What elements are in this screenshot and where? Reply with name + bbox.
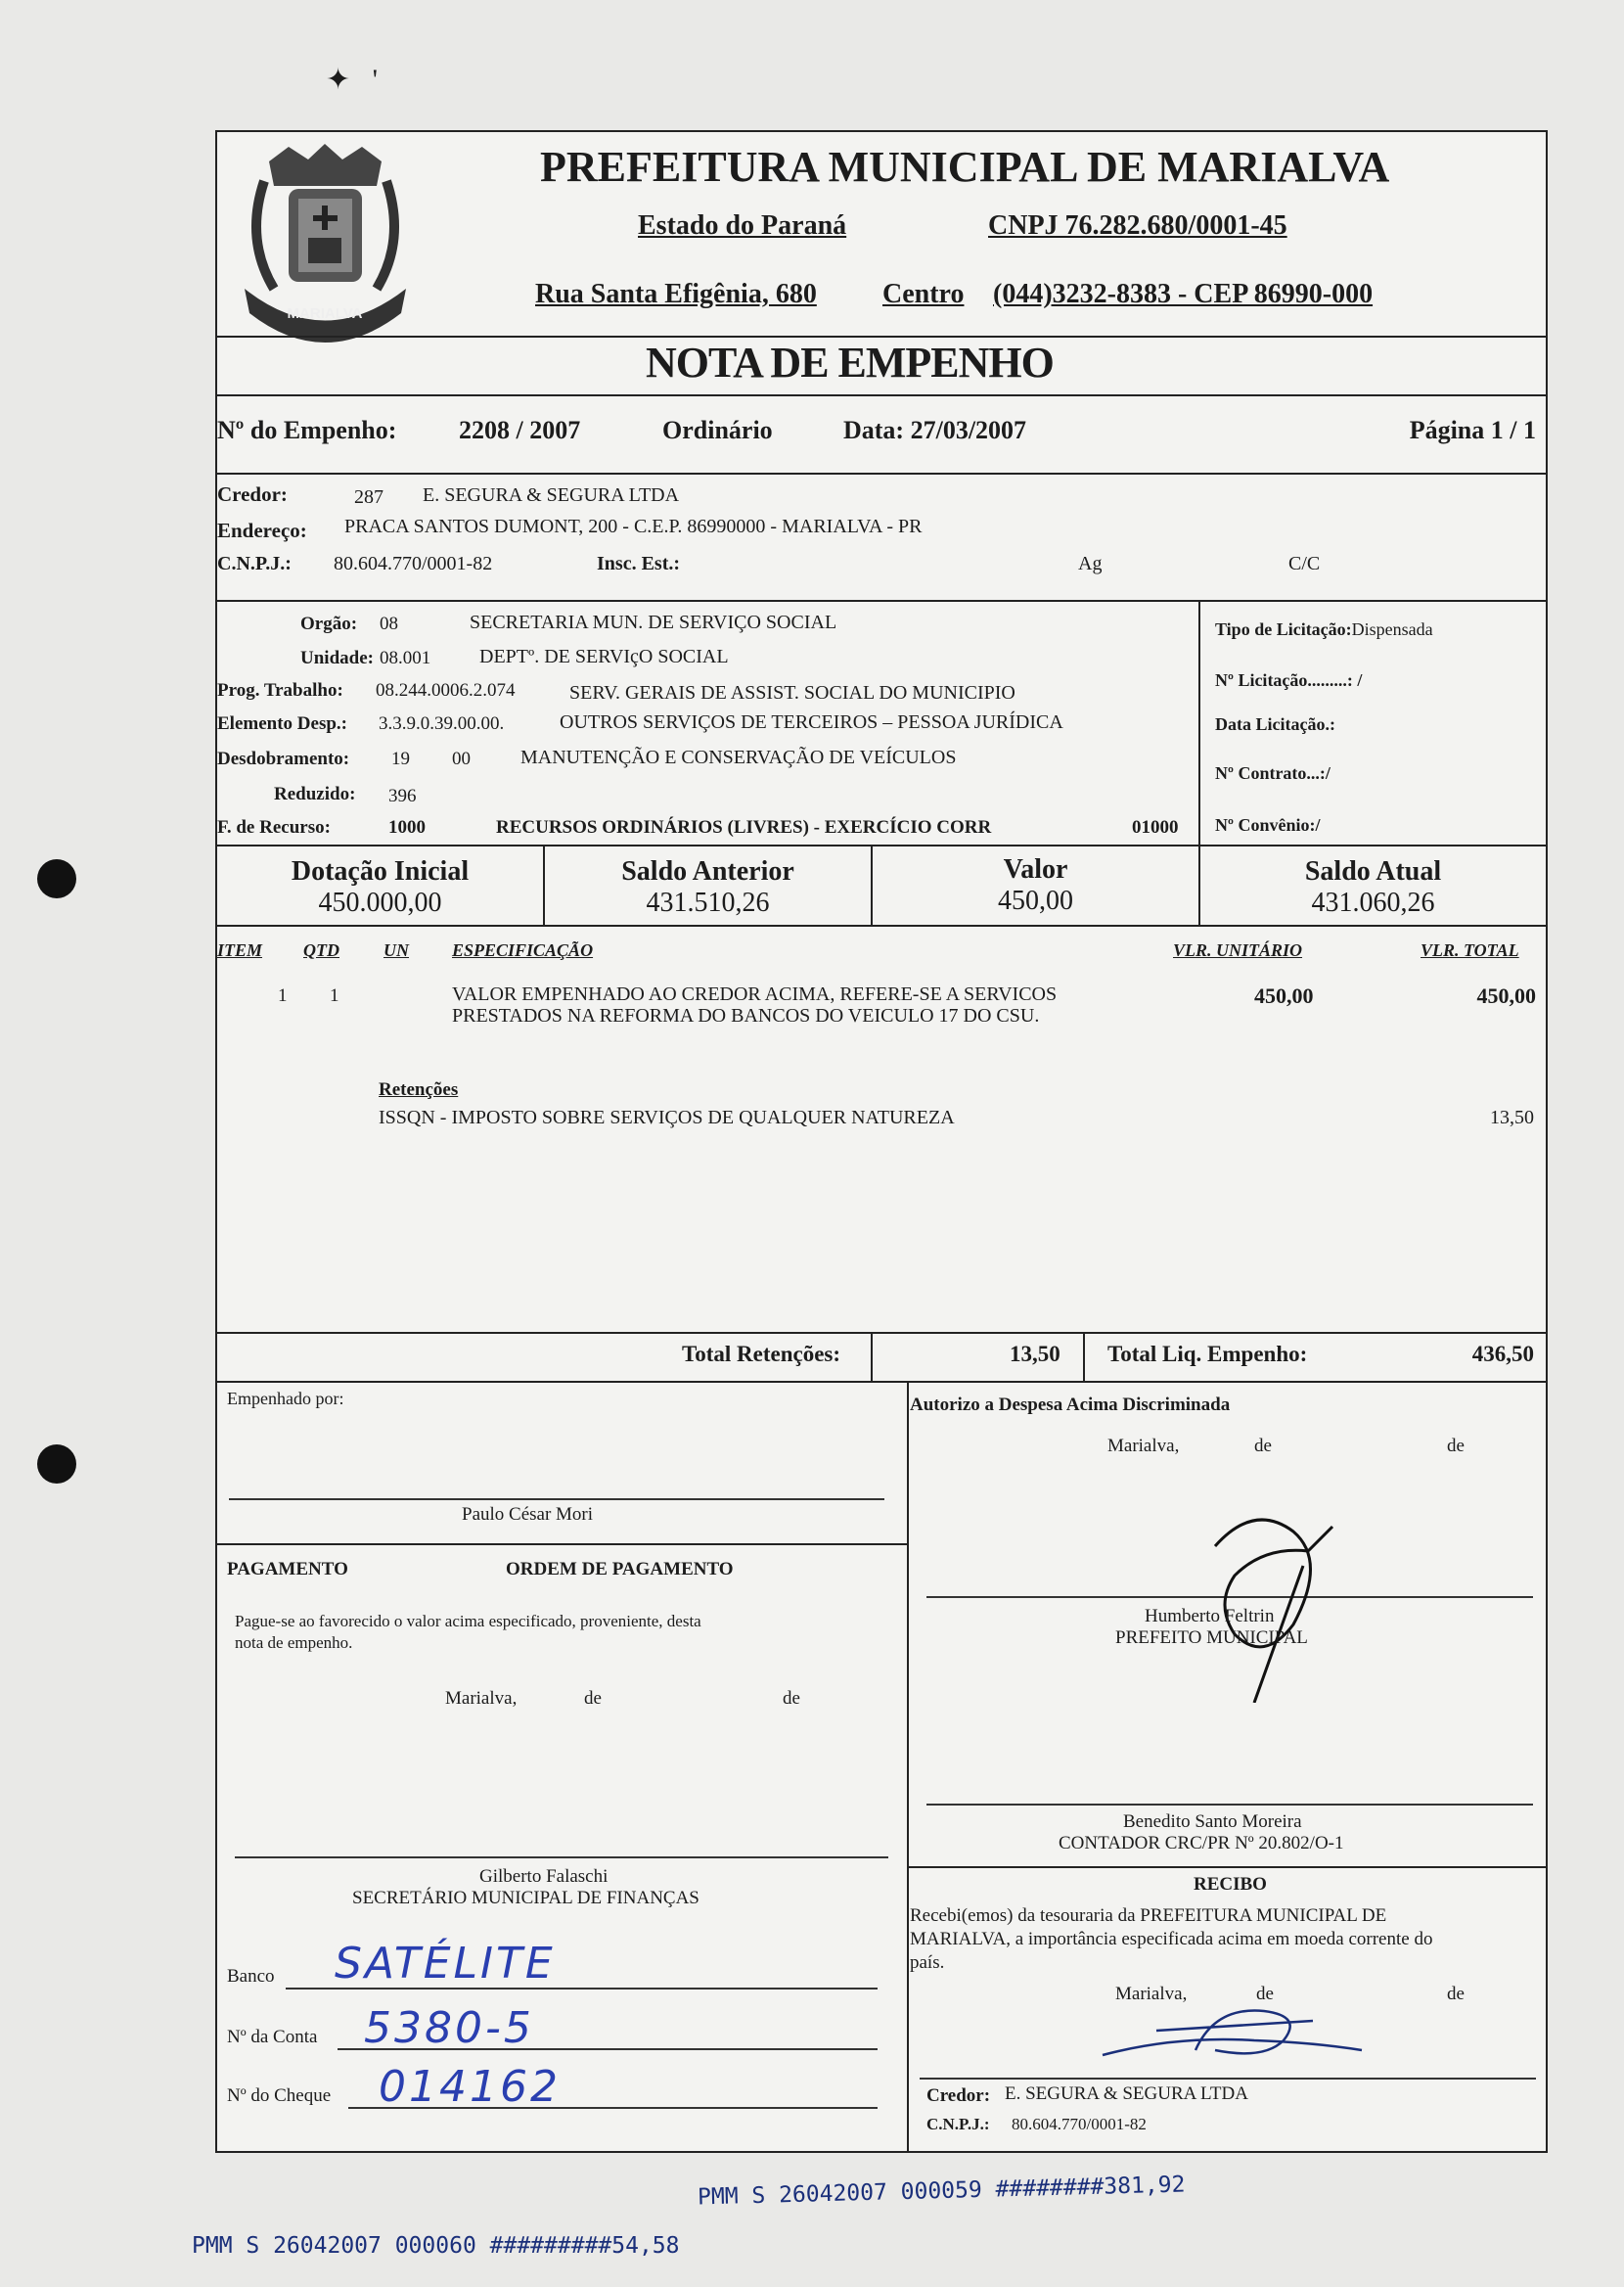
saldo-dotacao-inicial (217, 856, 543, 919)
reduzido-value: 396 (388, 786, 417, 806)
treasury-stamp-2: PMM S 26042007 000060 #########54,58 (192, 2233, 680, 2259)
contador-signature-line (926, 1804, 1533, 1806)
pagamento-text-1: Pague-se ao favorecido o valor acima especificado, proveniente, desta (235, 1612, 701, 1630)
pagamento-text-2: nota de empenho. (235, 1633, 353, 1652)
pagamento-label: PAGAMENTO (227, 1559, 348, 1579)
empenho-type: Ordinário (662, 416, 773, 444)
autorizo-label: Autorizo a Despesa Acima Discriminada (910, 1395, 1231, 1415)
contador-name: Benedito Santo Moreira (1123, 1811, 1302, 1832)
retencao-description: ISSQN - IMPOSTO SOBRE SERVIÇOS DE QUALQUER NATUREZA (379, 1107, 955, 1128)
punch-hole-top (37, 859, 76, 898)
numero-convenio: Nº Convênio:/ (1215, 815, 1321, 835)
prog-trabalho-code: 08.244.0006.2.074 (376, 680, 516, 701)
orgao-label: Orgão: (300, 614, 358, 634)
col-vlr-total: VLR. TOTAL (1421, 940, 1519, 960)
address-district: Centro (882, 279, 965, 309)
credor-name: E. SEGURA & SEGURA LTDA (423, 484, 680, 506)
ordem-pagamento-label: ORDEM DE PAGAMENTO (506, 1559, 734, 1579)
page-number: Página 1 / 1 (1409, 416, 1536, 444)
credor-cnpj: 80.604.770/0001-82 (334, 553, 493, 574)
tipo-licitacao-label: Tipo de Licitação:Dispensada (1215, 619, 1433, 639)
recibo-cnpj-label: C.N.P.J.: (926, 2115, 990, 2133)
desdobramento-name: MANUTENÇÃO E CONSERVAÇÃO DE VEÍCULOS (520, 747, 957, 768)
credor-label: Credor: (217, 482, 288, 506)
fonte-recurso-code: 1000 (388, 817, 426, 838)
prefeito-title: PREFEITO MUNICIPAL (1115, 1627, 1308, 1648)
secretario-signature-line (235, 1856, 888, 1858)
empenho-date: Data: 27/03/2007 (843, 416, 1027, 444)
recibo-text-2: MARIALVA, a importância especificada acima em moeda corrente do (910, 1929, 1433, 1949)
pagamento-de-2: de (783, 1688, 800, 1709)
insc-est-label: Insc. Est.: (597, 553, 681, 574)
recibo-city: Marialva, (1115, 1984, 1188, 2004)
treasury-stamp-1: PMM S 26042007 000059 ########381,92 (697, 2172, 1186, 2211)
prog-trabalho-label: Prog. Trabalho: (217, 680, 343, 701)
municipal-seal-logo (235, 142, 416, 343)
col-un: UN (383, 940, 409, 960)
prefeito-name: Humberto Feltrin (1145, 1606, 1275, 1626)
col-qtd: QTD (303, 940, 339, 960)
saldo-valor (873, 854, 1198, 917)
total-liquido-value: 436,50 (1471, 1342, 1534, 1366)
contador-title: CONTADOR CRC/PR Nº 20.802/O-1 (1059, 1833, 1344, 1853)
retencoes-title: Retenções (379, 1079, 459, 1100)
col-especificacao: ESPECIFICAÇÃO (452, 940, 594, 960)
desdobramento-code: 19 (391, 749, 410, 769)
prefeito-signature (1195, 1507, 1342, 1703)
empenhado-signature-line (229, 1498, 884, 1500)
address-street: Rua Santa Efigênia, 680 (535, 279, 817, 309)
item-spec-line2: PRESTADOS NA REFORMA DO BANCOS DO VEICULO 17 DO CSU. (452, 1005, 1040, 1027)
recibo-de-1: de (1256, 1984, 1274, 2004)
conta-corrente-label: C/C (1288, 553, 1321, 574)
agencia-label: Ag (1078, 553, 1103, 574)
saldo-label: Saldo Anterior (621, 856, 794, 887)
saldo-value: 450.000,00 (318, 888, 442, 918)
conta-handwritten: 5380-5 (364, 2003, 534, 2053)
recibo-credor-name: E. SEGURA & SEGURA LTDA (1005, 2083, 1248, 2104)
desdobramento-label: Desdobramento: (217, 749, 350, 769)
fonte-recurso-name: RECURSOS ORDINÁRIOS (LIVRES) - EXERCÍCIO CORR (496, 817, 992, 838)
secretario-name: Gilberto Falaschi (479, 1866, 609, 1887)
unidade-label: Unidade: (300, 648, 374, 668)
fonte-recurso-label: F. de Recurso: (217, 817, 331, 838)
empenhado-por-label: Empenhado por: (227, 1389, 344, 1408)
unidade-code: 08.001 (380, 648, 431, 668)
recibo-credor-label: Credor: (926, 2085, 991, 2106)
credor-code: 287 (354, 486, 383, 508)
item-qtd: 1 (330, 985, 339, 1006)
recibo-cnpj: 80.604.770/0001-82 (1012, 2115, 1147, 2133)
data-licitacao: Data Licitação.: (1215, 714, 1335, 734)
pagamento-de-1: de (584, 1688, 602, 1709)
total-retencoes-value: 13,50 (1010, 1342, 1060, 1366)
saldo-value: 450,00 (998, 886, 1073, 916)
elemento-desp-name: OUTROS SERVIÇOS DE TERCEIROS – PESSOA JURÍDICA (560, 711, 1063, 733)
cheque-handwritten: 014162 (379, 2062, 561, 2112)
estado: Estado do Paraná (638, 210, 847, 241)
tipo-licitacao-value: Dispensada (1351, 619, 1433, 639)
address-phone-cep: (044)3232-8383 - CEP 86990-000 (993, 279, 1374, 309)
saldo-label: Saldo Atual (1304, 856, 1442, 887)
fonte-recurso-code2: 01000 (1132, 817, 1179, 838)
seal-ribbon-text: MARIALVA (287, 305, 363, 322)
prefeitura-cnpj: CNPJ 76.282.680/0001-45 (988, 210, 1287, 241)
numero-contrato: Nº Contrato...:/ (1215, 763, 1331, 783)
autorizo-de-2: de (1447, 1436, 1465, 1456)
autorizo-city: Marialva, (1107, 1436, 1180, 1456)
banco-label: Banco (227, 1966, 275, 1987)
credor-recibo-signature-line (920, 2078, 1536, 2080)
saldo-anterior (545, 856, 871, 919)
banco-handwritten: SATÉLITE (335, 1939, 556, 1989)
saldo-label: Valor (1003, 854, 1068, 885)
conta-label: Nº da Conta (227, 2027, 318, 2047)
item-spec-line1: VALOR EMPENHADO AO CREDOR ACIMA, REFERE-SE A SERVICOS (452, 983, 1058, 1005)
punch-hole-bottom (37, 1444, 76, 1484)
saldo-label: Dotação Inicial (291, 856, 470, 887)
secretario-title: SECRETÁRIO MUNICIPAL DE FINANÇAS (352, 1888, 699, 1908)
item-vlr-total: 450,00 (1476, 983, 1536, 1008)
col-vlr-unitario: VLR. UNITÁRIO (1173, 940, 1303, 960)
desdobramento-sub: 00 (452, 749, 471, 769)
recibo-text-3: país. (910, 1952, 945, 1973)
recibo-title: RECIBO (1194, 1874, 1267, 1895)
retencao-value: 13,50 (1490, 1107, 1534, 1128)
prog-trabalho-name: SERV. GERAIS DE ASSIST. SOCIAL DO MUNICIPIO (569, 682, 1015, 704)
item-vlr-unitario: 450,00 (1254, 983, 1314, 1008)
scan-marks: ✦ ' (326, 64, 379, 96)
total-liquido-label: Total Liq. Empenho: (1107, 1342, 1308, 1366)
credor-signature (1098, 1982, 1411, 2070)
nota-de-empenho-form (215, 130, 1548, 2153)
elemento-desp-code: 3.3.9.0.39.00.00. (379, 713, 505, 734)
item-number: 1 (278, 985, 288, 1006)
empenho-number: 2208 / 2007 (459, 416, 581, 444)
cheque-label: Nº do Cheque (227, 2085, 332, 2106)
orgao-code: 08 (380, 614, 398, 634)
recibo-text-1: Recebi(emos) da tesouraria da PREFEITURA MUNICIPAL DE (910, 1905, 1387, 1926)
empenhado-name: Paulo César Mori (462, 1504, 594, 1525)
credor-address: PRACA SANTOS DUMONT, 200 - C.E.P. 86990000 - MARIALVA - PR (344, 516, 923, 537)
saldo-value: 431.060,26 (1311, 888, 1435, 918)
saldo-value: 431.510,26 (646, 888, 770, 918)
numero-licitacao: Nº Licitação.........: / (1215, 670, 1363, 690)
orgao-name: SECRETARIA MUN. DE SERVIÇO SOCIAL (470, 612, 837, 633)
autorizo-de-1: de (1254, 1436, 1272, 1456)
col-item: ITEM (217, 940, 263, 960)
endereco-label: Endereço: (217, 519, 307, 542)
pagamento-city: Marialva, (445, 1688, 518, 1709)
reduzido-label: Reduzido: (274, 784, 356, 804)
unidade-name: DEPTº. DE SERVIçO SOCIAL (479, 646, 729, 667)
elemento-desp-label: Elemento Desp.: (217, 713, 347, 734)
saldo-atual (1200, 856, 1546, 919)
empenho-label: Nº do Empenho: (217, 416, 397, 444)
credor-cnpj-label: C.N.P.J.: (217, 553, 292, 574)
document-title: NOTA DE EMPENHO (646, 339, 1054, 387)
total-retencoes-label: Total Retenções: (682, 1342, 841, 1366)
prefeitura-title: PREFEITURA MUNICIPAL DE MARIALVA (540, 143, 1390, 191)
recibo-de-2: de (1447, 1984, 1465, 2004)
